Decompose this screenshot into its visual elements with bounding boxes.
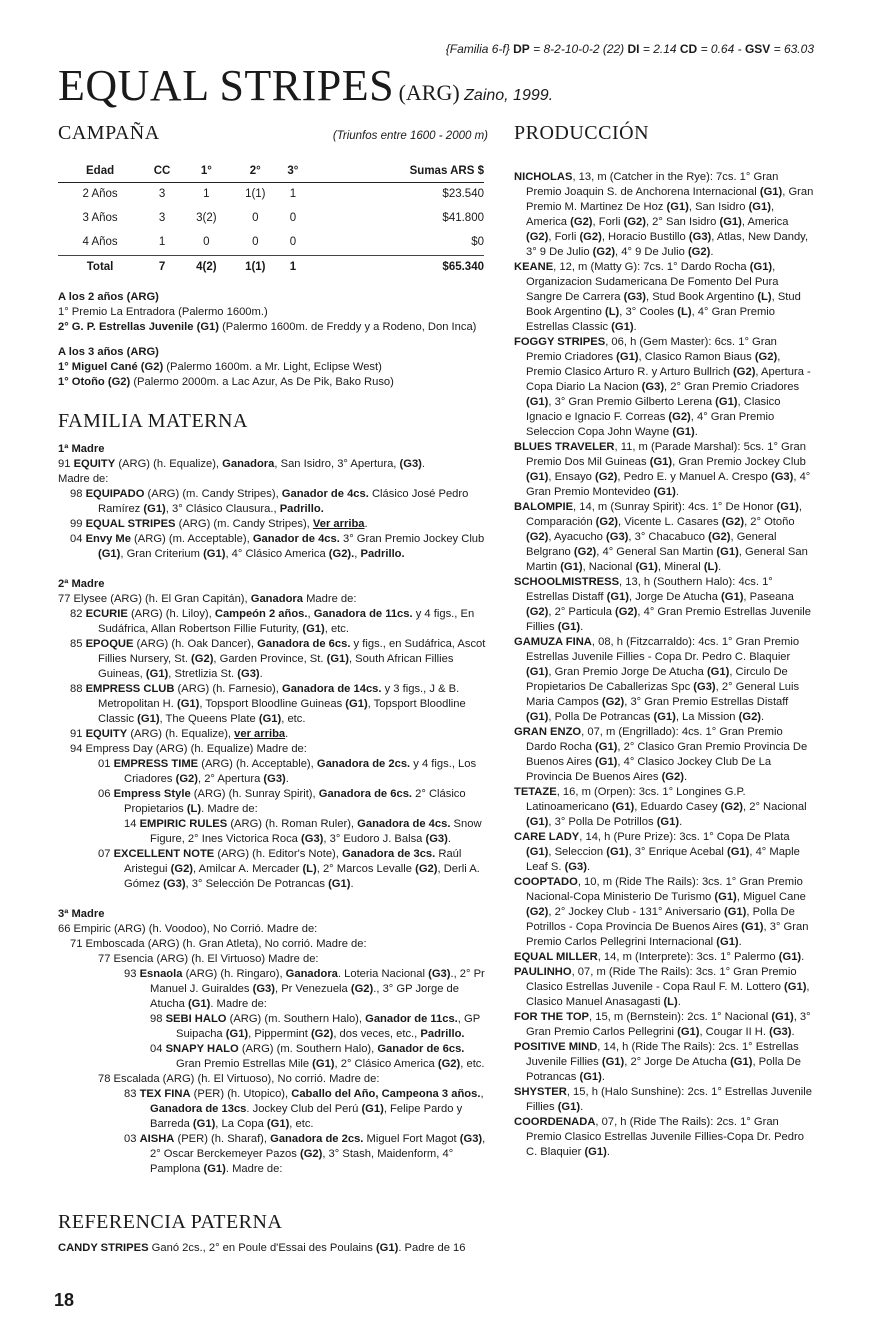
table-cell: 0 [289,212,297,224]
familia-code: {Familia 6-f} [445,42,510,56]
list-item: SHYSTER, 15, h (Halo Sunshine): 2cs. 1° Estrellas Juvenile Fillies (G1). [514,1086,812,1113]
page-number: 18 [54,1290,75,1310]
table-cell: 3(2) [196,212,217,224]
table-body [58,183,484,281]
primera-madre: 1ª Madre 91 EQUITY (ARG) (h. Equalize), Ganadora, San Isidro, 3° Apertura, (G3). Madre de: 98 EQUIPADO (ARG) (m. Candy Stripes), Ganador de 4cs. Clásico José Pedro Ramírez (G1), 3° Clásico Clausura., Padrillo. 99 EQUAL STRIPES (ARG) (m. Candy Stripes), Ver arriba. 04 Envy Me (ARG) (m. Acceptable), Ganador de 4cs. 3° Gran Premio Jockey Club (G1), Gran Criterium (G1), 4° Clásico America (G2)., Padrillo. [58,443,485,560]
list-item: COOPTADO, 10, m (Ride The Rails): 3cs. 1° Gran Premio Nacional-Copa Ministerio De Turismo (G1), Miguel Cane (G2), 2° Jockey Club - 131° Aniversario (G1), Polla De Potrillos - Copa Provincia De Buenos Aires (G1), 3° Gran Premio Carlos Pellegrini Internacional (G1). [514,876,809,948]
right-column [514,122,814,1160]
production-list [514,170,814,1160]
table-row [58,231,484,256]
table-cell: 1 [158,236,166,248]
table-cell: $0 [471,236,484,248]
table-cell: 3 [158,212,166,224]
horse-details: Zaino, 1999. [464,87,554,104]
table-cell: 1 [203,188,210,200]
column-header: CC [142,160,182,183]
column-header: 3° [280,160,306,183]
horse-origin: (ARG) [398,80,460,105]
column-header: Edad [58,160,142,183]
referencia-heading: REFERENCIA PATERNA [58,1211,283,1233]
horse-name: EQUAL STRIPES [58,61,395,110]
familia-heading: FAMILIA MATERNA [58,410,248,432]
produccion-heading: PRODUCCIÓN [514,122,650,144]
campana-note: (Triunfos entre 1600 - 2000 m) [332,130,488,142]
table-cell: 0 [289,236,297,248]
list-item: BALOMPIE, 14, m (Sunray Spirit): 4cs. 1° De Honor (G1), Comparación (G2), Vicente L. Casares (G2), 2° Otoño (G2), Ayacucho (G3), 3° Chacabuco (G2), General Belgrano (G2), 4° General San Martin (G1), General San Martin (G1), Nacional (G1), Mineral (L). [514,501,808,573]
table-cell: 1 [280,256,306,281]
tercera-madre: 3ª Madre 66 Empiric (ARG) (h. Voodoo), No Corrió. Madre de: 71 Emboscada (ARG) (h. Gran Atleta), No corrió. Madre de: 77 Esencia (ARG) (h. El Virtuoso) Madre de: 93 Esnaola (ARG) (h. Ringaro), Ganadora. Loteria Nacional (G3)., 2° Pr Manuel J. Guiraldes (G3), Pr Venezuela (G2)., 3° GP Jorge de Atucha (G1). Madre de: 98 SEBI HALO (ARG) (m. Southern Halo), Ganador de 11cs., GP Suipacha (G1), Pippermint (G2), dos veces, etc., Padrillo. 04 SNAPY HALO (ARG) (m. Southern Halo), Ganador de 6cs. Gran Premio Estrellas Mile (G1), 2° Clásico America (G2), etc. 78 Escalada (ARG) (h. El Virtuoso), No corrió. Madre de: 83 TEX FINA (PER) (h. Utopico), Caballo del Año, Campeona 3 años., Ganadora de 13cs. Jockey Club del Perú (G1), Felipe Pardo y Barreda (G1), La Copa (G1), etc. 03 AISHA (PER) (h. Sharaf), Ganadora de 2cs. Miguel Fort Magot (G3), 2° Oscar Berckemeyer Pazos (G2), 3° Stash, Maidenform, 4° Pamplona (G1). Madre de: [58,908,486,1175]
di-value: = 2.14 [639,42,680,56]
table-cell: 4(2) [182,256,231,281]
record-2-anos: A los 2 años (ARG) 1° Premio La Entradora (Palermo 1600m.) 2° G. P. Estrellas Juvenile (G1) (Palermo 1600m. de Freddy y a Rodeno, Don Inca) [58,291,477,333]
table-cell: 3 [158,188,166,200]
cd-label: CD [679,42,698,56]
table-cell: 1(1) [245,188,266,200]
dosage-line [446,42,814,56]
table-cell: 7 [142,256,182,281]
di-label: DI [627,42,640,56]
cd-value: = 0.64 - [697,42,745,56]
dp-value: = 8-2-10-0-2 (22) [529,42,628,56]
table-cell: 0 [252,236,259,248]
list-item: FOR THE TOP, 15, m (Bernstein): 2cs. 1° Nacional (G1), 3° Gran Premio Carlos Pellegrini (G1), Cougar II H. (G3). [514,1011,811,1038]
table-cell: $23.540 [442,188,484,200]
list-item: POSITIVE MIND, 14, h (Ride The Rails): 2cs. 1° Estrellas Juvenile Fillies (G1), 2° Jorge De Atucha (G1), Polla De Potrancas (G1). [514,1041,801,1083]
column-header: 1° [182,160,231,183]
gsv-value: = 63.03 [770,42,814,56]
page-title [58,60,553,111]
table-cell: $41.800 [442,212,484,224]
table-cell: 4 Años [82,236,118,248]
table-row [58,183,484,208]
referencia-paterna: CANDY STRIPES Ganó 2cs., 2° en Poule d'Essai des Poulains (G1). Padre de 16 [58,1242,466,1254]
table-cell: 1(1) [231,256,280,281]
table-cell: Total [58,256,142,281]
table-cell: 0 [252,212,259,224]
list-item: COORDENADA, 07, h (Ride The Rails): 2cs. 1° Gran Premio Clasico Estrellas Juvenile Fillies-Copa Dr. Pedro C. Blaquier (G1). [514,1116,804,1158]
gsv-label: GSV [744,42,771,56]
column-header: Sumas ARS $ [306,160,484,183]
list-item: GAMUZA FINA, 08, h (Fitzcarraldo): 4cs. 1° Gran Premio Estrellas Juvenile Fillies - Copa Dr. Pedro C. Blaquier (G1), Gran Premio Jorge De Atucha (G1), Circulo De Propietarios De Caballerizas Spc (G3), 2° General Luis Maria Campos (G2), 3° Gran Premio Estrellas Distaff (G1), Polla De Potrancas (G1), La Mission (G2). [514,636,800,723]
record-3-anos: A los 3 años (ARG) 1° Miguel Cané (G2) (Palermo 1600m. a Mr. Light, Eclipse West) 1° Otoño (G2) (Palermo 2000m. a Lac Azur, As De Pik, Bako Ruso) [58,346,394,388]
list-item: FOGGY STRIPES, 06, h (Gem Master): 6cs. 1° Gran Premio Criadores (G1), Clasico Ramon Biaus (G2), Premio Clasico Arturo R. y Arturo Bullrich (G2), Apertura - Copa Diario La Nacion (G3), 2° Gran Premio Criadores (G1), 3° Gran Premio Gilberto Lerena (G1), Clasico Ignacio e Ignacio F. Correas (G2), 4° Gran Premio Seleccion Copa John Wayne (G1). [514,336,811,438]
segunda-madre: 2ª Madre 77 Elysee (ARG) (h. El Gran Capitán), Ganadora Madre de: 82 ECURIE (ARG) (h. Liloy), Campeón 2 años., Ganadora de 11cs. y 4 figs., En Sudáfrica, Allan Robertson Fillie Futurity, (G1), etc. 85 EPOQUE (ARG) (h. Oak Dancer), Ganadora de 6cs. y figs., en Sudáfrica, Ascot Fillies Nursery, St. (G2), Garden Province, St. (G1), South African Fillies Guineas, (G1), Stretlizia St. (G3). 88 EMPRESS CLUB (ARG) (h. Farnesio), Ganadora de 14cs. y 3 figs., J & B. Metropolitan H. (G1), Topsport Bloodline Guineas (G1), Topsport Bloodline Classic (G1), The Queens Plate (G1), etc. 91 EQUITY (ARG) (h. Equalize), ver arriba. 94 Empress Day (ARG) (h. Equalize) Madre de: 01 EMPRESS TIME (ARG) (h. Acceptable), Ganadora de 2cs. y 4 figs., Los Criadores (G2), 2° Apertura (G3). 06 Empress Style (ARG) (h. Sunray Spirit), Ganadora de 6cs. 2° Clásico Propietarios (L). Madre de: 14 EMPIRIC RULES (ARG) (h. Roman Ruler), Ganadora de 4cs. Snow Figure, 2° Ines Victorica Roca (G3), 3° Eudoro J. Balsa (G3). 07 EXCELLENT NOTE (ARG) (h. Editor's Note), Ganadora de 3cs. Raúl Aristegui (G2), Amilcar A. Mercader (L), 2° Marcos Levalle (G2), Derli A. Gómez (G3), 3° Selección De Potrancas (G1). [58,578,486,890]
table-cell: 3 Años [82,212,118,224]
list-item: GRAN ENZO, 07, m (Engrillado): 4cs. 1° Gran Premio Dardo Rocha (G1), 2° Clasico Gran Premio Provincia De Buenos Aires (G1), 4° Clasico Jockey Club De La Provincia De Buenos Aires (G2). [514,726,808,783]
list-item: BLUES TRAVELER, 11, m (Parade Marshal): 5cs. 1° Gran Premio Dos Mil Guineas (G1), Gran Premio Jockey Club (G1), Ensayo (G2), Pedro E. y Manuel A. Crespo (G3), 4° Gran Premio Montevideo (G1). [514,441,811,498]
list-item: TETAZE, 16, m (Orpen): 3cs. 1° Longines G.P. Latinoamericano (G1), Eduardo Casey (G2), 2° Nacional (G1), 3° Polla De Potrillos (G1). [514,786,807,828]
total-row [58,256,484,281]
table-cell: 2 Años [82,188,118,200]
list-item: CARE LADY, 14, h (Pure Prize): 3cs. 1° Copa De Plata (G1), Seleccion (G1), 3° Enrique Acebal (G1), 4° Maple Leaf S. (G3). [514,831,800,873]
table-cell: $65.340 [306,256,484,281]
campana-heading: CAMPAÑA [58,122,160,144]
dp-label: DP [513,42,530,56]
list-item: EQUAL MILLER, 14, m (Interprete): 3cs. 1° Palermo (G1). [514,951,805,963]
campaign-table [58,160,484,280]
column-header: 2° [231,160,280,183]
table-cell: 1 [289,188,297,200]
left-column [58,122,488,1256]
table-row [58,207,484,231]
list-item: KEANE, 12, m (Matty G): 7cs. 1° Dardo Rocha (G1), Organizacion Sudamericana De Fomento Del Pura Sangre De Carrera (G3), Stud Book Argentino (L), Stud Book Argentino (L), 3° Cooles (L), 4° Gran Premio Estrellas Classic (G1). [514,261,801,333]
table-cell: 0 [203,236,210,248]
list-item: SCHOOLMISTRESS, 13, h (Southern Halo): 4cs. 1° Estrellas Distaff (G1), Jorge De Atucha (G1), Paseana (G2), 2° Particula (G2), 4° Gran Premio Estrellas Juvenile Fillies (G1). [514,576,812,633]
list-item: NICHOLAS, 13, m (Catcher in the Rye): 7cs. 1° Gran Premio Joaquin S. de Anchorena Internacional (G1), Gran Premio M. Martinez De Hoz (G1), San Isidro (G1), America (G2), Forli (G2), 2° San Isidro (G1), America (G2), Forli (G2), Horacio Bustillo (G3), Atlas, New Dandy, 3° 9 De Julio (G2), 4° 9 De Julio (G2). [514,171,814,258]
list-item: PAULINHO, 07, m (Ride The Rails): 3cs. 1° Gran Premio Clasico Estrellas Juvenile - Copa Raul F. M. Lottero (G1), Clasico Manuel Anasagasti (L). [514,966,810,1008]
table-header-row [58,160,484,183]
